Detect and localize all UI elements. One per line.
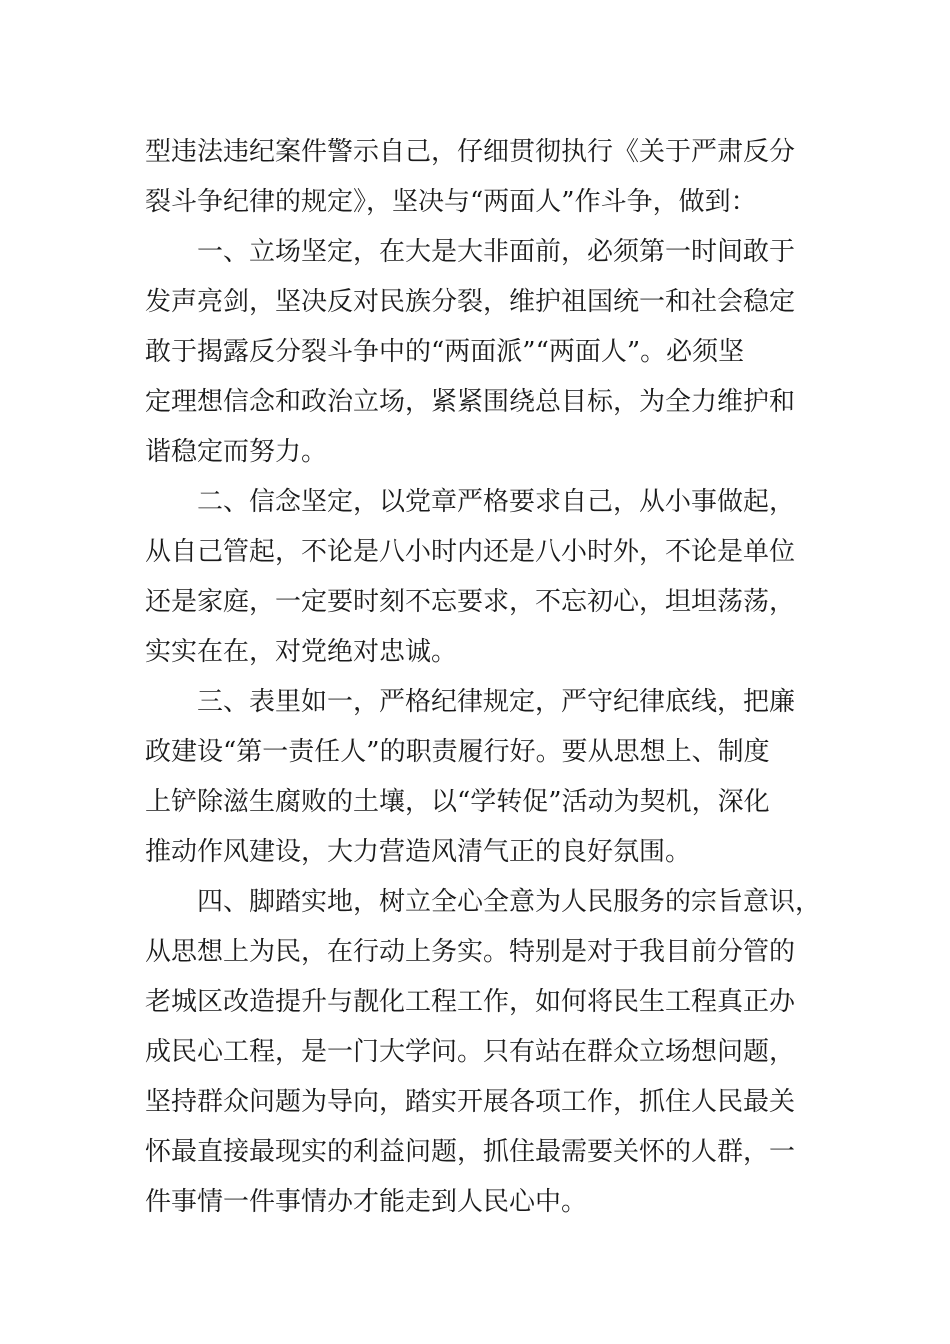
text-line: 一、立场坚定，在大是大非面前，必须第一时间敢于 [145,237,796,267]
text-line: 型违法违纪案件警示自己，仔细贯彻执行《关于严肃反分 [145,137,796,167]
text-line: 老城区改造提升与靓化工程工作，如何将民生工程真正办 [145,987,796,1017]
text-line: 四、脚踏实地，树立全心全意为人民服务的宗旨意识， [145,887,822,917]
text-line: 二、信念坚定，以党章严格要求自己，从小事做起， [145,487,796,517]
text-line: 政建设“第一责任人”的职责履行好。要从思想上、制度 [145,737,770,767]
text-line: 从自己管起，不论是八小时内还是八小时外，不论是单位 [145,537,796,567]
text-line: 怀最直接最现实的利益问题，抓住最需要关怀的人群，一 [145,1137,796,1167]
text-line: 三、表里如一，严格纪律规定，严守纪律底线，把廉 [145,687,796,717]
text-line: 成民心工程，是一门大学问。只有站在群众立场想问题， [145,1037,796,1067]
text-line: 推动作风建设，大力营造风清气正的良好氛围。 [145,837,692,867]
text-line: 裂斗争纪律的规定》，坚决与“两面人”作斗争，做到： [145,187,757,217]
text-line: 上铲除滋生腐败的土壤，以“学转促”活动为契机，深化 [145,787,770,817]
text-line: 发声亮剑，坚决反对民族分裂，维护祖国统一和社会稳定 [145,287,796,317]
text-line: 件事情一件事情办才能走到人民心中。 [145,1187,588,1217]
text-line: 坚持群众问题为导向，踏实开展各项工作，抓住人民最关 [145,1087,796,1117]
text-line: 定理想信念和政治立场，紧紧围绕总目标，为全力维护和 [145,387,796,417]
text-line: 敢于揭露反分裂斗争中的“两面派”“两面人”。必须坚 [145,337,745,367]
text-line: 谐稳定而努力。 [145,437,328,467]
text-line: 还是家庭，一定要时刻不忘要求，不忘初心，坦坦荡荡， [145,587,796,617]
text-line: 从思想上为民，在行动上务实。特别是对于我目前分管的 [145,937,796,967]
text-line: 实实在在，对党绝对忠诚。 [145,637,458,667]
